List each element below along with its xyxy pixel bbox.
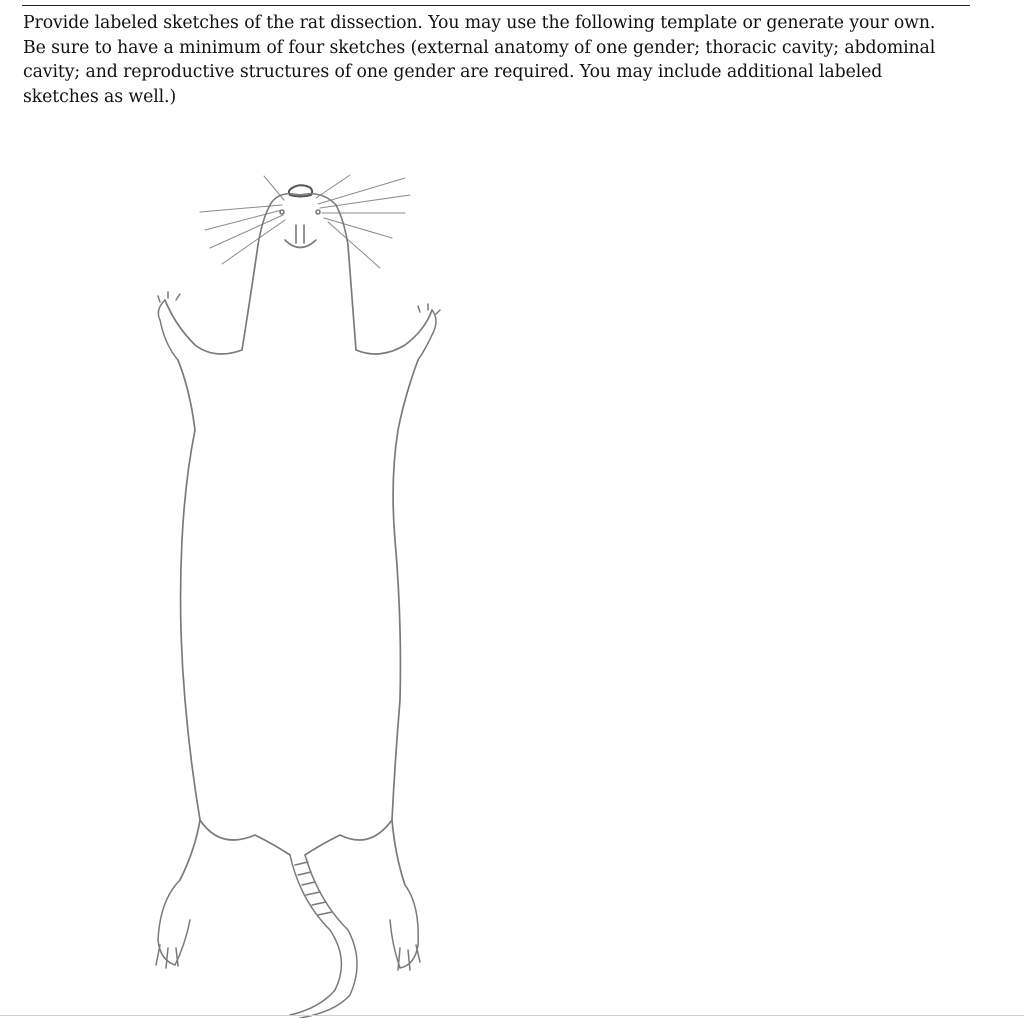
tail: [290, 855, 357, 1018]
hind-feet: [156, 880, 420, 970]
bottom-rule: [0, 1015, 1024, 1016]
body-outline: [165, 245, 432, 885]
instructions-line-4: sketches as well.): [23, 86, 177, 107]
instructions-line-3: cavity; and reproductive structures of one gender are required. You may include additional labeled: [23, 62, 883, 82]
rat-sketch-icon: [140, 160, 460, 1018]
instructions-line-2: Be sure to have a minimum of four sketches (external anatomy of one gender; thoracic cavity; abdominal: [23, 37, 936, 58]
front-paws: [158, 292, 440, 360]
instructions-paragraph: [23, 11, 983, 109]
top-rule: [22, 5, 970, 6]
instructions-line-1: Provide labeled sketches of the rat dissection. You may use the following template or generate your own.: [23, 13, 936, 33]
whiskers: [200, 175, 410, 268]
head: [258, 185, 348, 247]
